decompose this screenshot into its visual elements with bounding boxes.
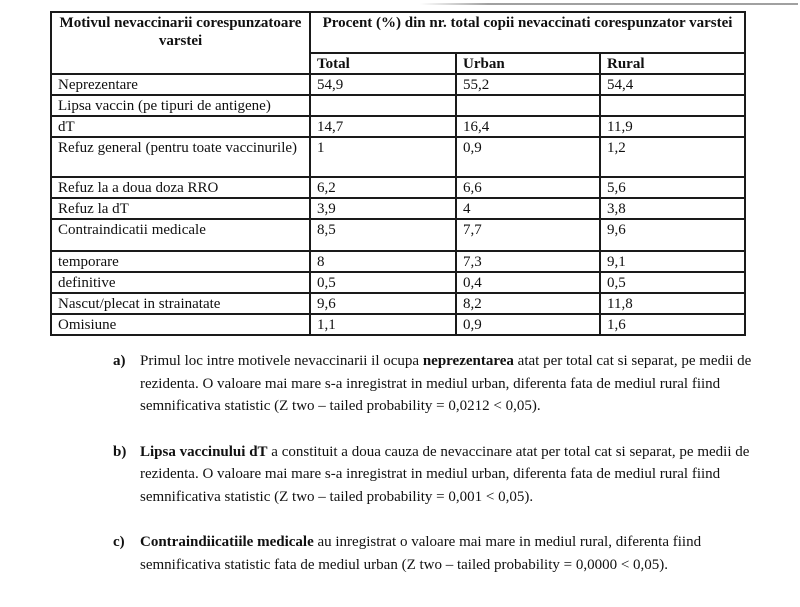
total-cell: 6,2 bbox=[310, 177, 456, 198]
rural-cell: 54,4 bbox=[600, 74, 745, 95]
row-label-cell: Refuz la a doua doza RRO bbox=[51, 177, 310, 198]
urban-cell: 0,4 bbox=[456, 272, 600, 293]
row-label-cell: dT bbox=[51, 116, 310, 137]
note-a-pre: Primul loc intre motivele nevaccinarii il ocupa bbox=[140, 353, 423, 369]
cropped-content-line bbox=[420, 3, 798, 5]
table-row bbox=[51, 272, 745, 293]
note-c-marker: c) bbox=[113, 534, 125, 550]
row-label-cell: temporare bbox=[51, 251, 310, 272]
rural-cell: 9,6 bbox=[600, 219, 745, 251]
table-row bbox=[51, 177, 745, 198]
row-label-cell: Refuz la dT bbox=[51, 198, 310, 219]
table-row bbox=[51, 314, 745, 335]
urban-cell: 7,7 bbox=[456, 219, 600, 251]
table-row bbox=[51, 198, 745, 219]
urban-cell: 4 bbox=[456, 198, 600, 219]
note-a-marker: a) bbox=[113, 353, 126, 369]
row-label-cell: Contraindicatii medicale bbox=[51, 219, 310, 251]
total-cell bbox=[310, 95, 456, 116]
rural-cell: 5,6 bbox=[600, 177, 745, 198]
urban-cell: 6,6 bbox=[456, 177, 600, 198]
rural-cell: 11,9 bbox=[600, 116, 745, 137]
table-row bbox=[51, 95, 745, 116]
urban-cell: 16,4 bbox=[456, 116, 600, 137]
rural-cell: 11,8 bbox=[600, 293, 745, 314]
note-c-bold: Contraindiicatiile medicale bbox=[140, 534, 314, 550]
urban-cell: 7,3 bbox=[456, 251, 600, 272]
note-a-post: atat per total cat si separat, pe medii de rezidenta. O valoare mai mare s-a inregistrat in mediul urban, diferenta fata de mediul rural fiind semnificativa statistic (Z two – tailed probability = 0,0212 < 0,05). bbox=[140, 353, 752, 414]
table-row bbox=[51, 74, 745, 95]
note-a bbox=[113, 350, 768, 418]
total-cell: 14,7 bbox=[310, 116, 456, 137]
total-cell: 3,9 bbox=[310, 198, 456, 219]
urban-cell: 55,2 bbox=[456, 74, 600, 95]
conclusions-list bbox=[113, 350, 768, 599]
urban-column-header: Urban bbox=[456, 53, 600, 74]
note-c bbox=[113, 531, 768, 576]
table-row bbox=[51, 219, 745, 251]
total-cell: 1,1 bbox=[310, 314, 456, 335]
row-label-cell: Omisiune bbox=[51, 314, 310, 335]
row-label-cell: definitive bbox=[51, 272, 310, 293]
rural-cell: 0,5 bbox=[600, 272, 745, 293]
total-cell: 0,5 bbox=[310, 272, 456, 293]
rural-cell bbox=[600, 95, 745, 116]
row-label-cell: Nascut/plecat in strainatate bbox=[51, 293, 310, 314]
note-b-marker: b) bbox=[113, 443, 127, 460]
note-c-post: au inregistrat o valoare mai mare in mediul rural, diferenta fiind semnificativa statistic fata de mediul urban (Z two – tailed probability = 0,0000 < 0,05). bbox=[140, 534, 702, 573]
total-cell: 8,5 bbox=[310, 219, 456, 251]
urban-cell bbox=[456, 95, 600, 116]
total-cell: 1 bbox=[310, 137, 456, 177]
urban-cell: 0,9 bbox=[456, 137, 600, 177]
row-label-cell: Neprezentare bbox=[51, 74, 310, 95]
rural-cell: 3,8 bbox=[600, 198, 745, 219]
note-b-post: a constituit a doua cauza de nevaccinare atat per total cat si separat, pe medii de rezidenta. O valoare mai mare s-a inregistrat in mediul urban, diferenta fata de mediul rural fiind semnificativa statistic (Z two – tailed probability = 0,001 < 0,05). bbox=[140, 443, 750, 505]
rural-cell: 9,1 bbox=[600, 251, 745, 272]
urban-cell: 0,9 bbox=[456, 314, 600, 335]
table-container bbox=[50, 11, 746, 336]
table-row bbox=[51, 293, 745, 314]
total-cell: 9,6 bbox=[310, 293, 456, 314]
total-cell: 8 bbox=[310, 251, 456, 272]
row-label-cell: Lipsa vaccin (pe tipuri de antigene) bbox=[51, 95, 310, 116]
rural-column-header: Rural bbox=[600, 53, 745, 74]
note-b-bold: Lipsa vaccinului dT bbox=[140, 443, 268, 460]
note-a-bold: neprezentarea bbox=[422, 353, 514, 369]
table-row bbox=[51, 137, 745, 177]
note-b bbox=[113, 441, 768, 509]
note-c-text bbox=[140, 531, 760, 576]
table-row bbox=[51, 116, 745, 137]
percent-group-header: Procent (%) din nr. total copii nevaccinati corespunzator varstei bbox=[310, 12, 745, 53]
rural-cell: 1,2 bbox=[600, 137, 745, 177]
table-row bbox=[51, 251, 745, 272]
row-label-cell: Refuz general (pentru toate vaccinurile) bbox=[51, 137, 310, 177]
total-column-header: Total bbox=[310, 53, 456, 74]
total-cell: 54,9 bbox=[310, 74, 456, 95]
urban-cell: 8,2 bbox=[456, 293, 600, 314]
reason-column-header: Motivul nevaccinarii corespunzatoare varstei bbox=[51, 12, 310, 74]
note-b-text bbox=[140, 441, 760, 509]
nonvaccination-reasons-table bbox=[50, 11, 746, 336]
note-a-text bbox=[140, 350, 760, 418]
rural-cell: 1,6 bbox=[600, 314, 745, 335]
